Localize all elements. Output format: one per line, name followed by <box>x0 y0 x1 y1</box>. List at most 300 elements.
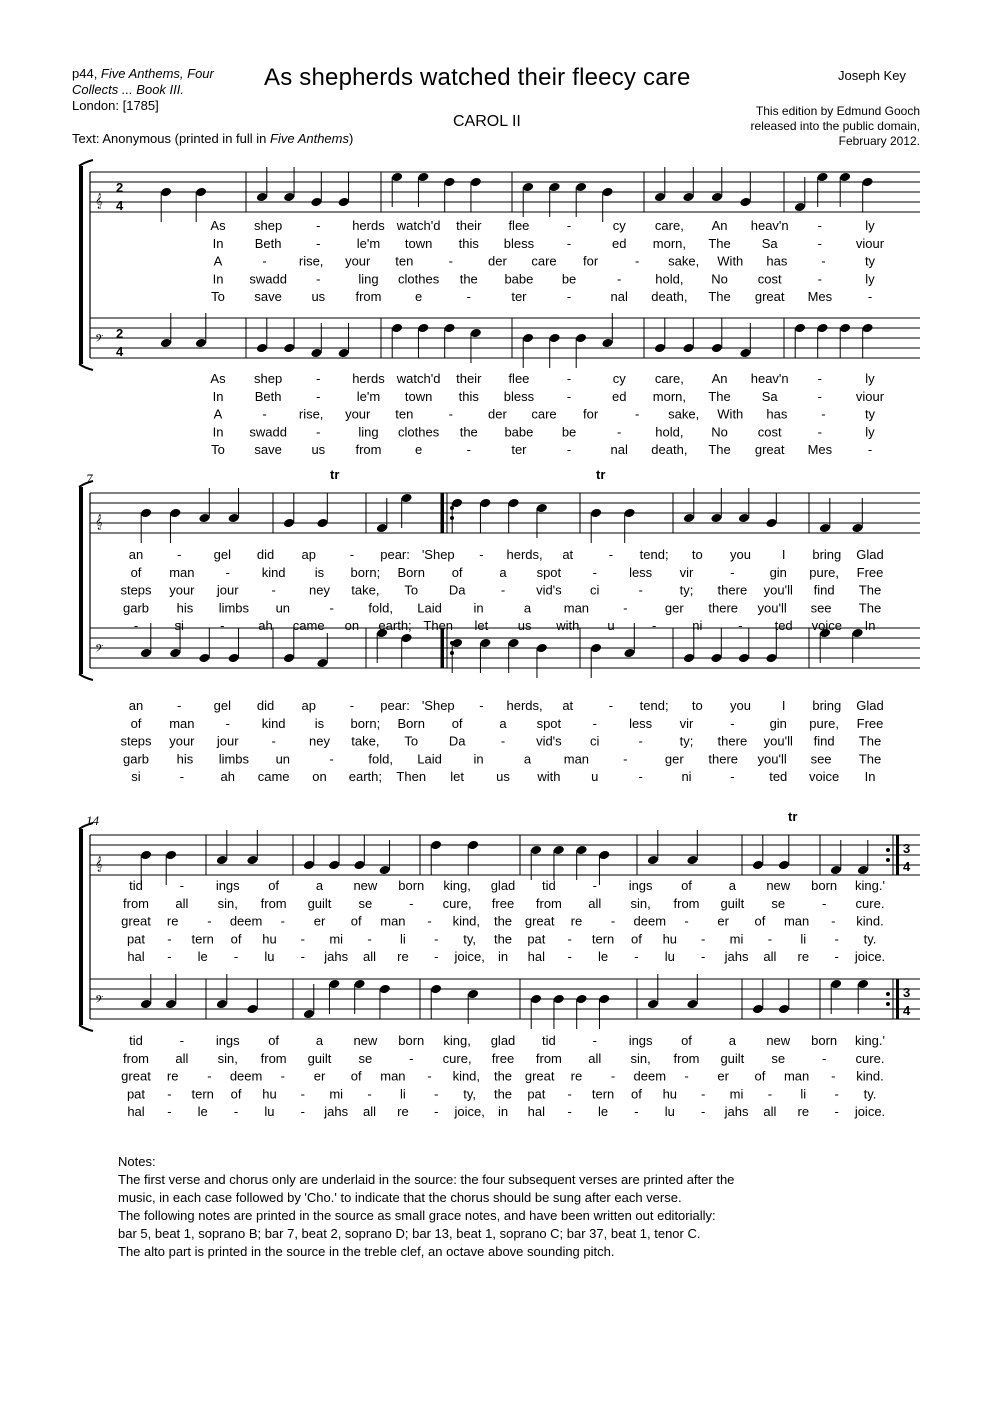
upper-lyric-syllable: of <box>754 913 766 929</box>
upper-lyric-syllable: tern <box>591 931 615 947</box>
lower-lyric-syllable: u <box>591 769 599 785</box>
lower-lyric-syllable: 'Shep <box>421 698 455 713</box>
subtitle: CAROL II <box>453 113 521 130</box>
lower-lyric-syllable: pat <box>527 1086 546 1102</box>
lower-lyric-syllable: new <box>353 1033 378 1048</box>
upper-lyric-syllable: sake, <box>668 253 700 269</box>
upper-lyric-syllable: all <box>175 895 189 911</box>
lower-lyric-syllable: us <box>311 442 326 458</box>
time-signature-top: 2 <box>116 180 124 195</box>
lower-lyric-syllable: le <box>598 1104 609 1120</box>
lower-lyric-syllable: li <box>800 1086 807 1102</box>
upper-lyric-syllable: a <box>523 600 532 616</box>
lower-lyric-syllable: you <box>729 698 751 713</box>
lower-lyric-syllable: - <box>566 388 572 404</box>
upper-lyric-syllable: ly <box>865 218 875 233</box>
upper-lyric-syllable: - <box>817 271 823 287</box>
lower-lyric-syllable: Laid <box>417 751 442 767</box>
lower-lyric-syllable: The <box>708 442 731 458</box>
lower-lyric-syllable: In <box>212 388 224 404</box>
upper-lyric-syllable: vid's <box>536 582 562 598</box>
upper-lyric-syllable: se <box>771 895 786 911</box>
repeat-barline <box>441 628 444 668</box>
lower-lyric-syllable: Da <box>448 733 466 749</box>
edition-line: released into the public domain, <box>750 119 920 133</box>
upper-lyric-syllable: a <box>728 878 736 893</box>
lower-lyric-syllable: a <box>728 1033 736 1048</box>
upper-lyric-syllable: To <box>404 582 419 598</box>
lower-lyric-syllable: - <box>466 442 471 458</box>
upper-lyric-syllable: man <box>563 600 590 616</box>
upper-lyric-syllable: at <box>562 547 574 562</box>
lower-lyric-syllable: guilt <box>720 1050 745 1066</box>
treble-clef: 𝄞 <box>95 856 103 871</box>
upper-lyric-syllable: rise, <box>298 253 324 269</box>
lower-lyric-syllable: town <box>404 388 433 404</box>
lower-lyric-syllable: from <box>673 1050 700 1066</box>
lower-lyric-syllable: - <box>701 1104 706 1120</box>
lower-lyric-syllable: be <box>561 424 577 440</box>
upper-lyric-syllable: - <box>638 582 643 598</box>
lower-lyric-syllable: ten <box>395 406 414 422</box>
lower-lyric-syllable: re <box>797 1104 810 1120</box>
lower-lyric-syllable: hu <box>662 1086 678 1102</box>
upper-lyric-syllable: all <box>588 895 602 911</box>
lower-lyric-syllable: - <box>821 1050 827 1066</box>
upper-lyric-syllable: An <box>711 218 728 233</box>
text-attribution-book: Five Anthems <box>270 131 349 146</box>
lower-lyric-syllable: gin <box>769 715 787 731</box>
upper-lyric-syllable: guilt <box>307 895 332 911</box>
lower-lyric-syllable: care, <box>654 371 684 386</box>
upper-lyric-syllable: With <box>717 253 744 269</box>
upper-lyric-syllable: tend; <box>639 547 669 562</box>
lower-lyric-syllable: ty, <box>463 1086 477 1102</box>
upper-lyric-syllable: - <box>316 218 321 233</box>
upper-lyric-syllable: from <box>123 895 149 911</box>
upper-lyric-syllable: - <box>730 564 735 580</box>
lower-lyric-syllable: ly <box>865 371 875 386</box>
lower-lyric-syllable: death, <box>651 442 688 458</box>
upper-lyric-syllable: there <box>708 600 739 616</box>
upper-lyric-syllable: - <box>566 289 572 305</box>
lower-lyric-syllable: less <box>629 715 653 731</box>
upper-lyric-syllable: less <box>629 564 653 580</box>
lower-lyric-syllable: all <box>363 1104 377 1120</box>
upper-lyric-syllable: has <box>766 253 788 269</box>
upper-lyric-syllable: - <box>316 271 321 287</box>
upper-lyric-syllable: your <box>345 253 371 269</box>
upper-lyric-syllable: to <box>691 547 703 562</box>
trill-mark: tr <box>788 809 798 824</box>
upper-lyric-syllable: born; <box>350 564 381 580</box>
upper-lyric-syllable: The <box>858 582 882 598</box>
lower-lyric-syllable: limbs <box>218 751 250 767</box>
lower-lyric-syllable: re <box>570 1068 583 1084</box>
lower-lyric-syllable: - <box>427 1068 432 1084</box>
upper-lyric-syllable: - <box>592 878 597 893</box>
lower-lyric-syllable: see <box>810 751 832 767</box>
lower-lyric-syllable: all <box>763 1104 777 1120</box>
upper-lyric-syllable: of <box>681 878 692 893</box>
lower-lyric-syllable: ings <box>628 1033 653 1048</box>
upper-lyric-syllable: - <box>329 600 334 616</box>
lower-lyric-syllable: vid's <box>536 733 562 749</box>
lower-lyric-syllable: ling <box>358 424 379 440</box>
upper-lyric-syllable: ger <box>664 600 684 616</box>
upper-lyric-syllable: - <box>834 949 839 965</box>
upper-lyric-syllable: ah <box>258 618 273 634</box>
upper-lyric-syllable: sin, <box>630 895 651 911</box>
repeat-barline <box>441 493 444 533</box>
upper-lyric-syllable: - <box>566 218 572 233</box>
upper-lyric-syllable: - <box>834 931 839 947</box>
upper-lyric-syllable: hal <box>527 949 546 965</box>
upper-lyric-syllable: kind, <box>452 913 481 929</box>
upper-lyric-syllable: - <box>651 618 657 634</box>
upper-lyric-syllable: ty <box>864 253 876 269</box>
system-bracket <box>79 829 83 1025</box>
lower-lyric-syllable: tid <box>129 1033 143 1048</box>
upper-lyric-syllable: er <box>313 913 326 929</box>
lower-lyric-syllable: your <box>169 733 195 749</box>
lower-lyric-syllable: Born <box>397 715 425 731</box>
upper-lyric-syllable: hal <box>127 949 145 965</box>
repeat-dot <box>886 858 890 862</box>
lower-lyric-syllable: watch'd <box>396 371 441 386</box>
upper-lyric-syllable: in <box>473 600 484 616</box>
source-book-title: Five Anthems, Four <box>100 66 214 81</box>
lower-lyric-syllable: - <box>271 733 276 749</box>
bass-clef: 𝄢 <box>95 332 104 347</box>
lower-lyric-syllable: tid <box>542 1033 556 1048</box>
bracket-hook <box>79 674 93 680</box>
lower-lyric-syllable: ty; <box>679 733 694 749</box>
upper-lyric-syllable: - <box>684 913 689 929</box>
lower-lyric-syllable: voice <box>808 769 840 785</box>
lower-lyric-syllable: in <box>497 1104 509 1120</box>
upper-lyric-syllable: - <box>831 913 836 929</box>
repeat-barline <box>896 979 899 1019</box>
upper-lyric-syllable: spot <box>536 564 562 580</box>
upper-lyric-syllable: - <box>592 564 597 580</box>
upper-lyric-syllable: Free <box>856 564 884 580</box>
lower-lyric-syllable: garb <box>122 751 150 767</box>
notes-heading: Notes: <box>118 1154 156 1169</box>
lower-lyric-syllable: lu <box>664 1104 675 1120</box>
time-signature-top: 3 <box>903 985 911 1000</box>
lower-lyric-syllable: his <box>176 751 194 767</box>
upper-lyric-syllable: I <box>781 547 786 562</box>
lower-lyric-syllable: Then <box>396 769 427 785</box>
lower-lyric-syllable: - <box>592 715 597 731</box>
time-signature-bottom: 4 <box>903 1003 911 1018</box>
upper-lyric-syllable: of <box>631 931 642 947</box>
lower-lyric-syllable: As <box>210 371 226 386</box>
lower-lyric-syllable: herds <box>352 371 385 386</box>
upper-lyric-syllable: you'll <box>757 600 787 616</box>
notes-line: The alto part is printed in the source in the treble clef, an octave above sounding pitch. <box>118 1244 615 1259</box>
lower-lyric-syllable: Beth <box>254 388 282 404</box>
lower-lyric-syllable: us <box>496 769 510 785</box>
upper-lyric-syllable: death, <box>651 289 688 305</box>
lower-lyric-syllable: their <box>456 371 482 386</box>
repeat-dot <box>886 1002 890 1006</box>
lower-lyric-syllable: - <box>316 371 321 386</box>
lower-lyric-syllable: A <box>213 406 223 422</box>
lower-lyric-syllable: clothes <box>398 424 440 440</box>
upper-lyric-syllable: - <box>817 218 823 233</box>
upper-lyric-syllable: let <box>474 618 489 634</box>
notes-line: The first verse and chorus only are underlaid in the source: the four subsequent verses are printed after the <box>118 1172 735 1187</box>
upper-lyric-syllable: fold, <box>368 600 393 616</box>
lower-lyric-syllable: at <box>562 698 574 713</box>
lower-lyric-syllable: morn, <box>652 388 687 404</box>
lower-lyric-syllable: er <box>717 1068 729 1084</box>
lower-lyric-syllable: for <box>582 406 599 422</box>
lower-lyric-syllable: - <box>233 1104 239 1120</box>
upper-lyric-syllable: deem <box>229 913 263 929</box>
lower-lyric-syllable: To <box>404 733 419 749</box>
lower-lyric-syllable: the <box>493 1086 513 1102</box>
lower-lyric-syllable: - <box>684 1068 689 1084</box>
lower-lyric-syllable: has <box>766 406 788 422</box>
lower-lyric-syllable: your <box>345 406 371 422</box>
upper-lyric-syllable: guilt <box>720 895 745 911</box>
lower-lyric-syllable: of <box>230 1086 242 1102</box>
upper-lyric-syllable: cost <box>757 271 782 287</box>
lower-lyric-syllable: Glad <box>856 698 884 713</box>
lower-lyric-syllable: un <box>275 751 291 767</box>
notes-line: The following notes are printed in the source as small grace notes, and have been written out editorially: <box>118 1208 716 1223</box>
lower-lyric-syllable: viour <box>855 388 885 404</box>
upper-lyric-syllable: the <box>459 271 478 287</box>
lower-lyric-syllable: - <box>634 1104 639 1120</box>
upper-lyric-syllable: joice. <box>854 949 886 965</box>
lower-lyric-syllable: kind, <box>452 1068 481 1084</box>
upper-lyric-syllable: - <box>767 931 773 947</box>
upper-lyric-syllable: of <box>350 913 362 929</box>
lower-lyric-syllable: ci <box>590 733 600 749</box>
lower-lyric-syllable: you'll <box>763 733 793 749</box>
lower-lyric-syllable: ap <box>301 698 316 713</box>
upper-lyric-syllable: - <box>220 618 225 634</box>
upper-lyric-syllable: free <box>491 895 515 911</box>
upper-lyric-syllable: kind. <box>856 913 884 929</box>
lower-lyric-syllable: ni <box>681 769 692 785</box>
upper-lyric-syllable: nal <box>610 289 628 305</box>
lower-lyric-syllable: ed <box>611 388 627 404</box>
upper-lyric-syllable: un <box>275 600 291 616</box>
lower-lyric-syllable: pear: <box>380 698 410 713</box>
upper-lyric-syllable: from <box>535 895 562 911</box>
upper-lyric-syllable: Glad <box>856 547 884 562</box>
lower-lyric-syllable: new <box>766 1033 791 1048</box>
lower-lyric-syllable: - <box>262 406 267 422</box>
upper-lyric-syllable: us <box>311 289 326 305</box>
upper-lyric-syllable: joice, <box>454 949 485 965</box>
upper-lyric-syllable: ty, <box>463 931 477 947</box>
upper-lyric-syllable: king, <box>443 878 471 893</box>
upper-lyric-syllable: ings <box>628 878 653 893</box>
upper-lyric-syllable: hu <box>262 931 277 947</box>
upper-lyric-syllable: Beth <box>254 235 282 251</box>
lower-lyric-syllable: kind. <box>856 1068 884 1084</box>
upper-lyric-syllable: - <box>623 600 628 616</box>
upper-lyric-syllable: born <box>811 878 838 893</box>
upper-lyric-syllable: bless <box>503 235 535 251</box>
lower-lyric-syllable: In <box>212 424 224 440</box>
lower-lyric-syllable: cure, <box>442 1050 472 1066</box>
system-bracket <box>79 487 83 674</box>
lower-lyric-syllable: - <box>592 1033 597 1048</box>
lower-lyric-syllable: - <box>821 406 826 422</box>
lower-lyric-syllable: - <box>867 442 873 458</box>
upper-lyric-syllable: lu <box>664 949 675 965</box>
upper-lyric-syllable: - <box>821 253 826 269</box>
lower-lyric-syllable: I <box>781 698 786 713</box>
lower-lyric-syllable: - <box>834 1086 839 1102</box>
lower-lyric-syllable: to <box>691 698 703 713</box>
lower-lyric-syllable: - <box>179 1033 185 1048</box>
lower-lyric-syllable: an <box>128 698 144 713</box>
lower-lyric-syllable: - <box>367 1086 372 1102</box>
upper-lyric-syllable: from <box>355 289 382 305</box>
lower-lyric-syllable: born <box>398 1033 425 1048</box>
lower-lyric-syllable: - <box>608 698 614 713</box>
lower-lyric-syllable: jour <box>216 733 239 749</box>
upper-lyric-syllable: - <box>567 931 572 947</box>
upper-lyric-syllable: - <box>617 271 622 287</box>
lower-lyric-syllable: - <box>566 371 572 386</box>
upper-lyric-syllable: - <box>167 931 172 947</box>
lower-lyric-syllable: lu <box>264 1104 275 1120</box>
upper-lyric-syllable: - <box>634 949 639 965</box>
upper-lyric-syllable: jahs <box>324 949 349 965</box>
upper-lyric-syllable: you <box>729 547 751 562</box>
upper-lyric-syllable: The <box>708 235 731 251</box>
lower-lyric-syllable: - <box>767 1086 773 1102</box>
upper-lyric-syllable: - <box>179 878 185 893</box>
lower-lyric-syllable: - <box>409 1050 414 1066</box>
lower-lyric-syllable: joice, <box>454 1104 485 1120</box>
lower-lyric-syllable: - <box>817 424 823 440</box>
upper-lyric-syllable: - <box>634 253 640 269</box>
lower-lyric-syllable: mi <box>329 1086 344 1102</box>
lower-lyric-syllable: The <box>858 733 882 749</box>
upper-lyric-syllable: - <box>610 913 616 929</box>
time-signature-bottom: 4 <box>116 198 124 213</box>
upper-lyric-syllable: great <box>121 913 151 929</box>
lower-lyric-syllable: Mes <box>807 442 833 458</box>
lower-lyric-syllable: guilt <box>307 1050 332 1066</box>
lower-lyric-syllable: le'm <box>356 388 381 404</box>
upper-lyric-syllable: ted <box>774 618 793 634</box>
lower-lyric-syllable: - <box>167 1104 172 1120</box>
text-attribution-suffix: ) <box>349 131 354 146</box>
source-book-title-cont: Collects ... Book III. <box>72 82 184 97</box>
upper-lyric-syllable: garb <box>122 600 150 616</box>
lower-lyric-syllable: An <box>711 371 728 386</box>
lower-lyric-syllable: the <box>493 1068 513 1084</box>
upper-lyric-syllable: gel <box>213 547 232 562</box>
lower-lyric-syllable: - <box>349 698 355 713</box>
bracket-hook <box>79 1025 93 1031</box>
upper-lyric-syllable: hold, <box>655 271 684 287</box>
upper-lyric-syllable: pure, <box>809 564 839 580</box>
lower-lyric-syllable: great <box>754 442 785 458</box>
upper-lyric-syllable: hu <box>662 931 678 947</box>
upper-lyric-syllable: mi <box>329 931 344 947</box>
upper-lyric-syllable: ed <box>611 235 627 251</box>
lower-lyric-syllable: - <box>610 1068 616 1084</box>
lower-lyric-syllable: tern <box>191 1086 214 1102</box>
lower-lyric-syllable: ly <box>865 424 875 440</box>
lower-lyric-syllable: all <box>175 1050 189 1066</box>
upper-lyric-syllable: jour <box>216 582 239 598</box>
upper-lyric-syllable: the <box>493 931 513 947</box>
upper-lyric-syllable: li <box>400 931 406 947</box>
upper-lyric-syllable: - <box>701 931 706 947</box>
lower-lyric-syllable: born; <box>350 715 381 731</box>
lower-lyric-syllable: great <box>121 1068 151 1084</box>
lower-lyric-syllable: rise, <box>298 406 324 422</box>
upper-lyric-syllable: der <box>488 253 507 269</box>
lower-lyric-syllable: si <box>131 769 141 785</box>
lower-lyric-syllable: there <box>717 733 748 749</box>
lower-lyric-syllable: - <box>566 442 572 458</box>
upper-lyric-syllable: their <box>456 218 482 233</box>
upper-lyric-syllable: As <box>210 218 226 233</box>
upper-lyric-syllable: sin, <box>217 895 238 911</box>
upper-lyric-syllable: steps <box>120 582 152 598</box>
lower-lyric-syllable: - <box>638 769 643 785</box>
lower-lyric-syllable: ty. <box>863 1086 877 1102</box>
lower-lyric-syllable: ney <box>309 733 330 749</box>
lower-lyric-syllable: Free <box>856 715 884 731</box>
lower-lyric-syllable: der <box>488 406 507 422</box>
upper-lyric-syllable: - <box>300 949 305 965</box>
upper-lyric-syllable: came <box>292 618 325 634</box>
lower-lyric-syllable: ty <box>864 406 876 422</box>
lower-lyric-syllable: vir <box>679 715 694 731</box>
upper-lyric-syllable: - <box>567 949 572 965</box>
lower-lyric-syllable: deem <box>229 1068 263 1084</box>
time-signature-bottom: 4 <box>903 859 911 874</box>
upper-lyric-syllable: flee <box>508 218 530 233</box>
upper-lyric-syllable: - <box>316 235 321 251</box>
upper-lyric-syllable: ter <box>511 289 527 305</box>
lower-lyric-syllable: - <box>567 1104 572 1120</box>
lower-lyric-syllable: - <box>300 1104 305 1120</box>
upper-lyric-syllable: - <box>500 582 506 598</box>
lower-lyric-syllable: tend; <box>639 698 669 713</box>
lower-lyric-syllable: man <box>563 751 590 767</box>
upper-lyric-syllable: king.' <box>855 878 885 893</box>
upper-lyric-syllable: A <box>213 253 223 269</box>
upper-lyric-syllable: se <box>358 895 373 911</box>
lower-lyric-syllable: there <box>708 751 739 767</box>
upper-lyric-syllable: voice <box>811 618 843 634</box>
lower-lyric-syllable: of <box>451 715 463 731</box>
lower-lyric-syllable: bring <box>812 698 842 713</box>
upper-lyric-syllable: - <box>409 895 414 911</box>
lower-lyric-syllable: In <box>864 769 876 785</box>
lower-lyric-syllable: - <box>831 1068 836 1084</box>
upper-lyric-syllable: - <box>233 949 239 965</box>
lower-lyric-syllable: born <box>811 1033 838 1048</box>
upper-lyric-syllable: le <box>598 949 609 965</box>
